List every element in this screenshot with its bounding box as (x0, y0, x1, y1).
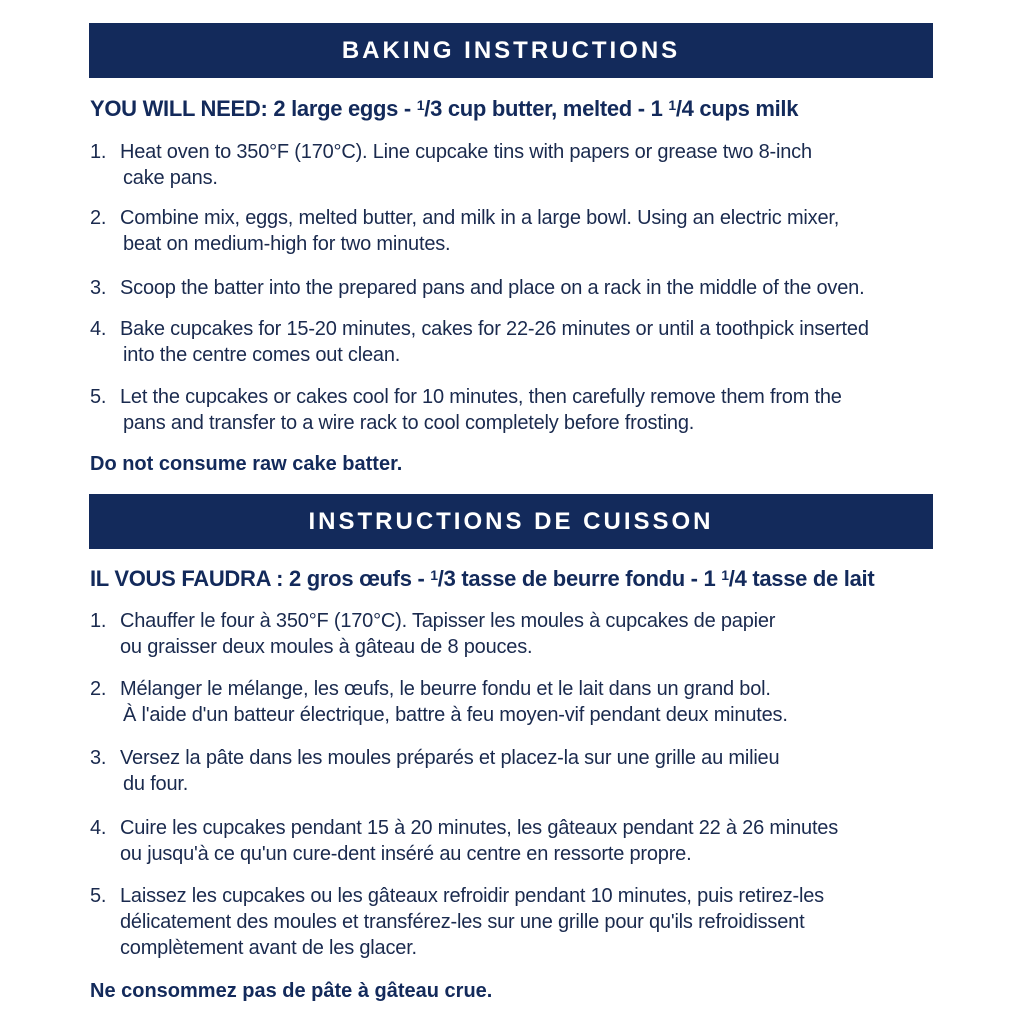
english-banner: BAKING INSTRUCTIONS (89, 23, 933, 78)
english-need-part2: cup butter, melted - 1 (442, 96, 669, 121)
english-frac2-num: 1 (668, 97, 676, 113)
step-text: Versez la pâte dans les moules préparés et placez-la sur une grille au milieu (120, 747, 780, 769)
french-need-label: IL VOUS FAUDRA : (90, 566, 284, 591)
french-frac2-den: 4 (734, 566, 747, 591)
french-step (90, 883, 970, 961)
english-step (90, 139, 970, 191)
english-ingredients-line: YOU WILL NEED: 2 large eggs - $^1$/3 cup butter, melted - 1 $^1$/4 cups milk (90, 96, 799, 121)
french-step (90, 815, 970, 867)
step-number: 5. (90, 885, 107, 907)
french-frac1-den: 3 (443, 566, 456, 591)
english-frac1-num: 1 (416, 97, 425, 113)
step-text: Cuire les cupcakes pendant 15 à 20 minutes, les gâteaux pendant 22 à 26 minutes (120, 817, 839, 839)
step-text: complètement avant de les glacer. (120, 937, 417, 959)
step-text: Combine mix, eggs, melted butter, and milk in a large bowl. Using an electric mixer, (120, 207, 840, 229)
step-text: beat on medium-high for two minutes. (123, 233, 451, 255)
french-step (90, 745, 970, 797)
french-ingredients-line: IL VOUS FAUDRA : 2 gros œufs - $^1$/3 tasse de beurre fondu - 1 $^1$/4 tasse de lait (90, 566, 875, 591)
step-number: 2. (90, 678, 107, 700)
english-need-part3: cups milk (693, 96, 799, 121)
english-need-part1: 2 large eggs - (273, 96, 417, 121)
step-number: 3. (90, 747, 107, 769)
step-number: 5. (90, 386, 107, 408)
french-need-part3: tasse de lait (746, 566, 875, 591)
french-frac2-num: 1 (721, 567, 729, 583)
step-text: cake pans. (123, 167, 218, 189)
step-text: Heat oven to 350°F (170°C). Line cupcake tins with papers or grease two 8-inch (120, 141, 812, 163)
english-frac1-den: 3 (430, 96, 443, 121)
step-text: ou jusqu'à ce qu'un cure-dent inséré au centre en ressorte propre. (120, 843, 692, 865)
step-text: Let the cupcakes or cakes cool for 10 minutes, then carefully remove them from the (120, 386, 842, 408)
french-step (90, 608, 970, 660)
step-number: 3. (90, 277, 107, 299)
step-text: pans and transfer to a wire rack to cool completely before frosting. (123, 412, 695, 434)
english-step (90, 316, 970, 368)
step-number: 4. (90, 817, 107, 839)
step-text: Laissez les cupcakes ou les gâteaux refroidir pendant 10 minutes, puis retirez-les (120, 885, 824, 907)
french-need-part2: tasse de beurre fondu - 1 (455, 566, 722, 591)
english-warning: Do not consume raw cake batter. (90, 453, 403, 475)
step-number: 2. (90, 207, 107, 229)
step-number: 1. (90, 141, 107, 163)
step-text: du four. (123, 773, 189, 795)
step-text: délicatement des moules et transférez-les sur une grille pour qu'ils refroidissent (120, 911, 805, 933)
step-number: 4. (90, 318, 107, 340)
french-need-part1: 2 gros œufs - (283, 566, 431, 591)
english-need-label: YOU WILL NEED: (90, 96, 268, 121)
french-warning: Ne consommez pas de pâte à gâteau crue. (90, 980, 493, 1002)
step-text: Mélanger le mélange, les œufs, le beurre fondu et le lait dans un grand bol. (120, 678, 771, 700)
french-frac1-num: 1 (430, 567, 438, 583)
french-banner: INSTRUCTIONS DE CUISSON (89, 494, 933, 549)
english-step (90, 384, 970, 436)
english-frac2-den: 4 (681, 96, 694, 121)
step-text: Scoop the batter into the prepared pans and place on a rack in the middle of the oven. (120, 277, 865, 299)
english-step (90, 275, 970, 301)
step-text: Chauffer le four à 350°F (170°C). Tapisser les moules à cupcakes de papier (120, 610, 776, 632)
step-text: À l'aide d'un batteur électrique, battre à feu moyen-vif pendant deux minutes. (123, 704, 788, 726)
step-number: 1. (90, 610, 107, 632)
step-text: into the centre comes out clean. (123, 344, 401, 366)
french-step (90, 676, 970, 728)
english-step (90, 205, 970, 257)
step-text: ou graisser deux moules à gâteau de 8 pouces. (120, 636, 533, 658)
step-text: Bake cupcakes for 15-20 minutes, cakes for 22-26 minutes or until a toothpick inserted (120, 318, 869, 340)
